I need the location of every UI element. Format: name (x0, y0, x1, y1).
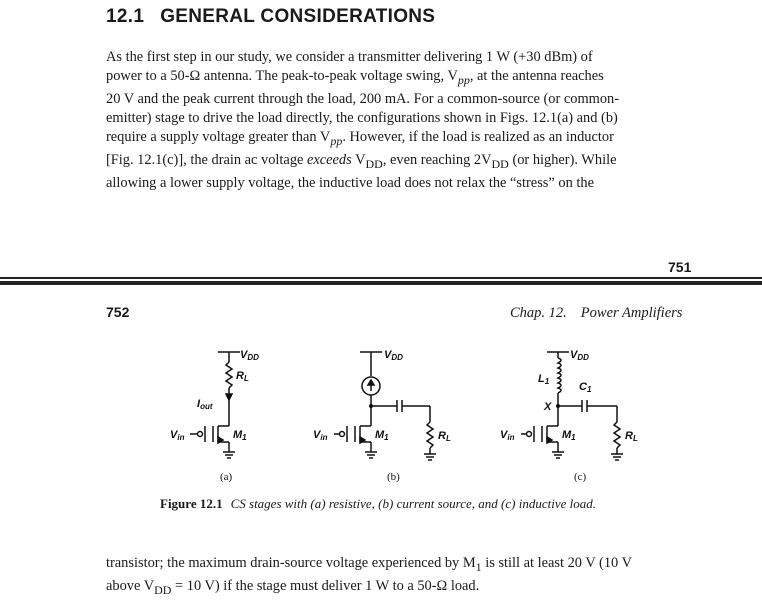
label-rl-a: RL (236, 370, 249, 383)
p1-sub-pp-2: pp (330, 133, 343, 148)
label-vin-c: Vin (500, 429, 515, 442)
section-title: GENERAL CONSIDERATIONS (160, 6, 436, 27)
p1-line-1: As the first step in our study, we consider a transmitter delivering 1 W (+30 dBm) of (106, 49, 593, 65)
label-rl-c: RL (625, 430, 638, 443)
label-iout-a: Iout (197, 398, 213, 411)
label-m1-a: M1 (233, 429, 247, 442)
caption-text: CS stages with (a) resistive, (b) current source, and (c) inductive load. (230, 496, 596, 511)
sublabel-a: (a) (220, 471, 233, 483)
label-vin-b: Vin (313, 429, 328, 442)
label-rl-b: RL (438, 430, 451, 443)
p1-vdd: V (351, 151, 366, 168)
label-x-c: X (544, 401, 552, 413)
p1-line-2a: power to a 50-Ω antenna. The peak-to-peak voltage swing, V (106, 68, 458, 84)
figure-12-1 (0, 330, 762, 490)
p1-sub-dd: DD (365, 156, 383, 171)
body-paragraph-1 (106, 48, 694, 193)
p1-sub-pp: pp (457, 72, 470, 87)
page-divider-thick (0, 281, 762, 285)
section-heading (106, 6, 435, 28)
label-vin-a: Vin (170, 429, 185, 442)
label-vdd-a: VDD (240, 349, 259, 362)
sublabel-c: (c) (574, 471, 587, 483)
label-l1-c: L1 (538, 373, 550, 386)
sublabel-b: (b) (387, 471, 400, 483)
label-vdd-c: VDD (570, 349, 589, 362)
label-m1-c: M1 (562, 429, 576, 442)
p2-sub-1: 1 (475, 559, 482, 574)
p1-line-4: emitter) stage to drive the load directly, the configurations shown in Figs. 12.1(a) and (b) (106, 109, 618, 126)
p1-line-5b: . However, if the load is realized as an inductor (342, 128, 614, 145)
p2-sub-dd: DD (154, 582, 172, 597)
page-divider (0, 277, 762, 279)
label-vdd-b: VDD (384, 349, 403, 362)
p1-line-6a: [Fig. 12.1(c)], the drain ac voltage (106, 151, 307, 168)
running-head-chapter: Chap. 12. (510, 305, 567, 321)
p1-exceeds: exceeds (307, 151, 352, 168)
page-number-751: 751 (668, 259, 692, 275)
p1-sub-dd-2: DD (491, 156, 509, 171)
label-c1-c: C1 (579, 381, 592, 394)
page-number-752: 752 (106, 304, 130, 320)
body-paragraph-2 (106, 554, 694, 600)
label-m1-b: M1 (375, 429, 389, 442)
p1-line-5a: require a supply voltage greater than V (106, 128, 331, 145)
p2-line-2b: = 10 V) if the stage must deliver 1 W to a 50-Ω load. (171, 577, 480, 594)
running-head-title: Power Amplifiers (580, 305, 683, 321)
p1-line-2b: , at the antenna reaches (469, 68, 604, 84)
p1-line-7: allowing a lower supply voltage, the inductive load does not relax the “stress” on the (106, 174, 594, 191)
section-number: 12.1 (106, 6, 145, 27)
p2-line-2a: above V (106, 577, 155, 594)
caption-label: Figure 12.1 (160, 496, 223, 511)
p2-line-1a: transistor; the maximum drain-source voltage experienced by M (106, 555, 476, 571)
p2-line-1b: is still at least 20 V (10 V (481, 555, 632, 571)
p1-line-6c: (or higher). While (508, 151, 617, 168)
figure-caption (160, 496, 596, 512)
p1-line-3: 20 V and the peak current through the load, 200 mA. For a common-source (or common- (106, 90, 620, 107)
p1-line-6b: , even reaching 2V (382, 151, 492, 168)
running-head (510, 305, 682, 322)
